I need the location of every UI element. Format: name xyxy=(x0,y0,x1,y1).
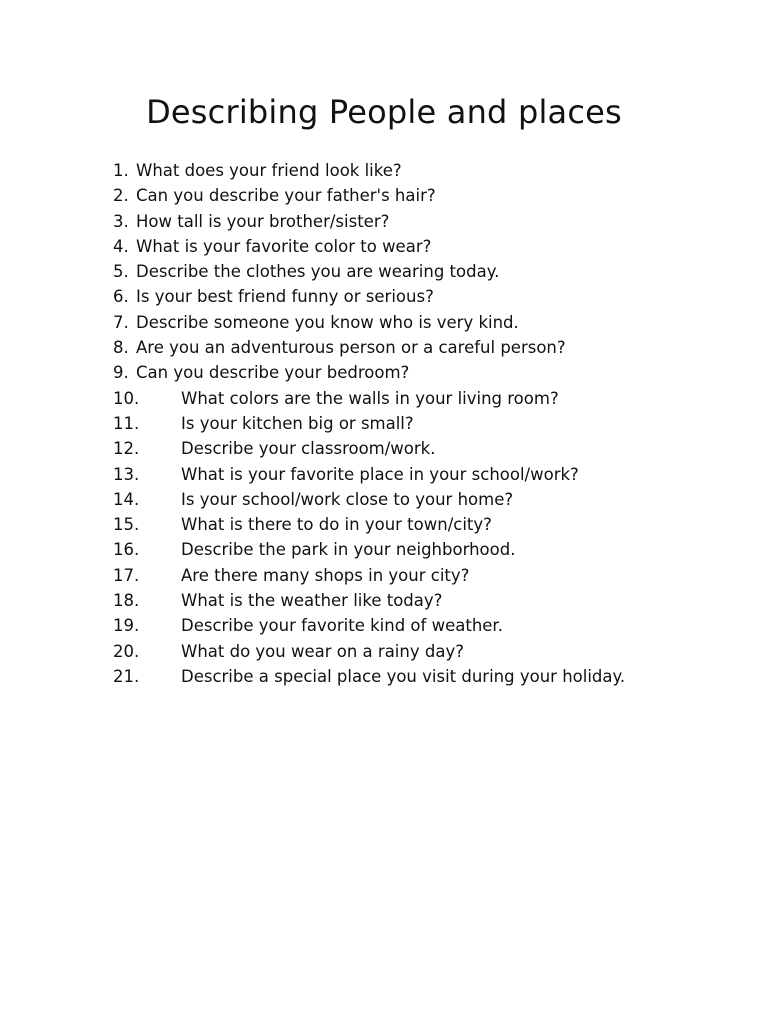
item-text: Describe the park in your neighborhood. xyxy=(181,540,516,560)
item-text: Can you describe your father's hair? xyxy=(136,186,436,206)
item-number: 14. xyxy=(113,489,140,509)
list-item xyxy=(0,386,768,411)
item-number: 7. xyxy=(113,312,129,332)
item-number: 3. xyxy=(113,211,129,231)
item-text: Are there many shops in your city? xyxy=(181,565,470,585)
list-item xyxy=(0,664,768,689)
item-text: What is your favorite place in your school/work? xyxy=(181,464,579,484)
list-item xyxy=(0,512,768,537)
list-item xyxy=(0,158,768,183)
item-text: Is your best friend funny or serious? xyxy=(136,287,434,307)
item-number: 6. xyxy=(113,287,129,307)
list-item xyxy=(0,411,768,436)
item-text: What colors are the walls in your living room? xyxy=(181,388,559,408)
item-text: Are you an adventurous person or a careful person? xyxy=(136,338,566,358)
item-number: 12. xyxy=(113,439,140,459)
list-item xyxy=(0,310,768,335)
item-text: What does your friend look like? xyxy=(136,161,402,180)
item-text: Describe someone you know who is very kind. xyxy=(136,312,519,332)
item-number: 13. xyxy=(113,464,140,484)
list-item xyxy=(0,487,768,512)
list-item xyxy=(0,259,768,284)
item-text: What is the weather like today? xyxy=(181,591,443,611)
list-item xyxy=(0,588,768,613)
item-text: Describe the clothes you are wearing today. xyxy=(136,262,500,282)
item-number: 10. xyxy=(113,388,140,408)
list-item xyxy=(0,234,768,259)
item-number: 8. xyxy=(113,338,129,358)
item-text: How tall is your brother/sister? xyxy=(136,211,390,231)
item-number: 5. xyxy=(113,262,129,282)
page-title: Describing People and places xyxy=(146,93,622,131)
list-item xyxy=(0,613,768,638)
item-number: 1. xyxy=(113,161,129,180)
list-item xyxy=(0,284,768,309)
item-number: 21. xyxy=(113,666,140,686)
item-text: What is your favorite color to wear? xyxy=(136,236,432,256)
item-number: 15. xyxy=(113,515,140,535)
list-item xyxy=(0,335,768,360)
item-text: Describe a special place you visit during your holiday. xyxy=(181,666,626,686)
item-number: 9. xyxy=(113,363,129,383)
item-number: 16. xyxy=(113,540,140,560)
item-text: What is there to do in your town/city? xyxy=(181,515,492,535)
question-list xyxy=(0,158,768,689)
item-number: 4. xyxy=(113,236,129,256)
list-item xyxy=(0,436,768,461)
item-text: Is your kitchen big or small? xyxy=(181,413,414,433)
list-item xyxy=(0,639,768,664)
list-item xyxy=(0,183,768,208)
item-text: Describe your favorite kind of weather. xyxy=(181,616,503,636)
item-number: 17. xyxy=(113,565,140,585)
list-item xyxy=(0,563,768,588)
item-number: 20. xyxy=(113,641,140,661)
list-item xyxy=(0,360,768,385)
item-number: 11. xyxy=(113,413,140,433)
item-text: Describe your classroom/work. xyxy=(181,439,436,459)
list-item xyxy=(0,209,768,234)
item-text: Can you describe your bedroom? xyxy=(136,363,410,383)
list-item xyxy=(0,537,768,562)
list-item xyxy=(0,462,768,487)
item-number: 18. xyxy=(113,591,140,611)
item-number: 2. xyxy=(113,186,129,206)
item-text: Is your school/work close to your home? xyxy=(181,489,514,509)
item-number: 19. xyxy=(113,616,140,636)
item-text: What do you wear on a rainy day? xyxy=(181,641,464,661)
